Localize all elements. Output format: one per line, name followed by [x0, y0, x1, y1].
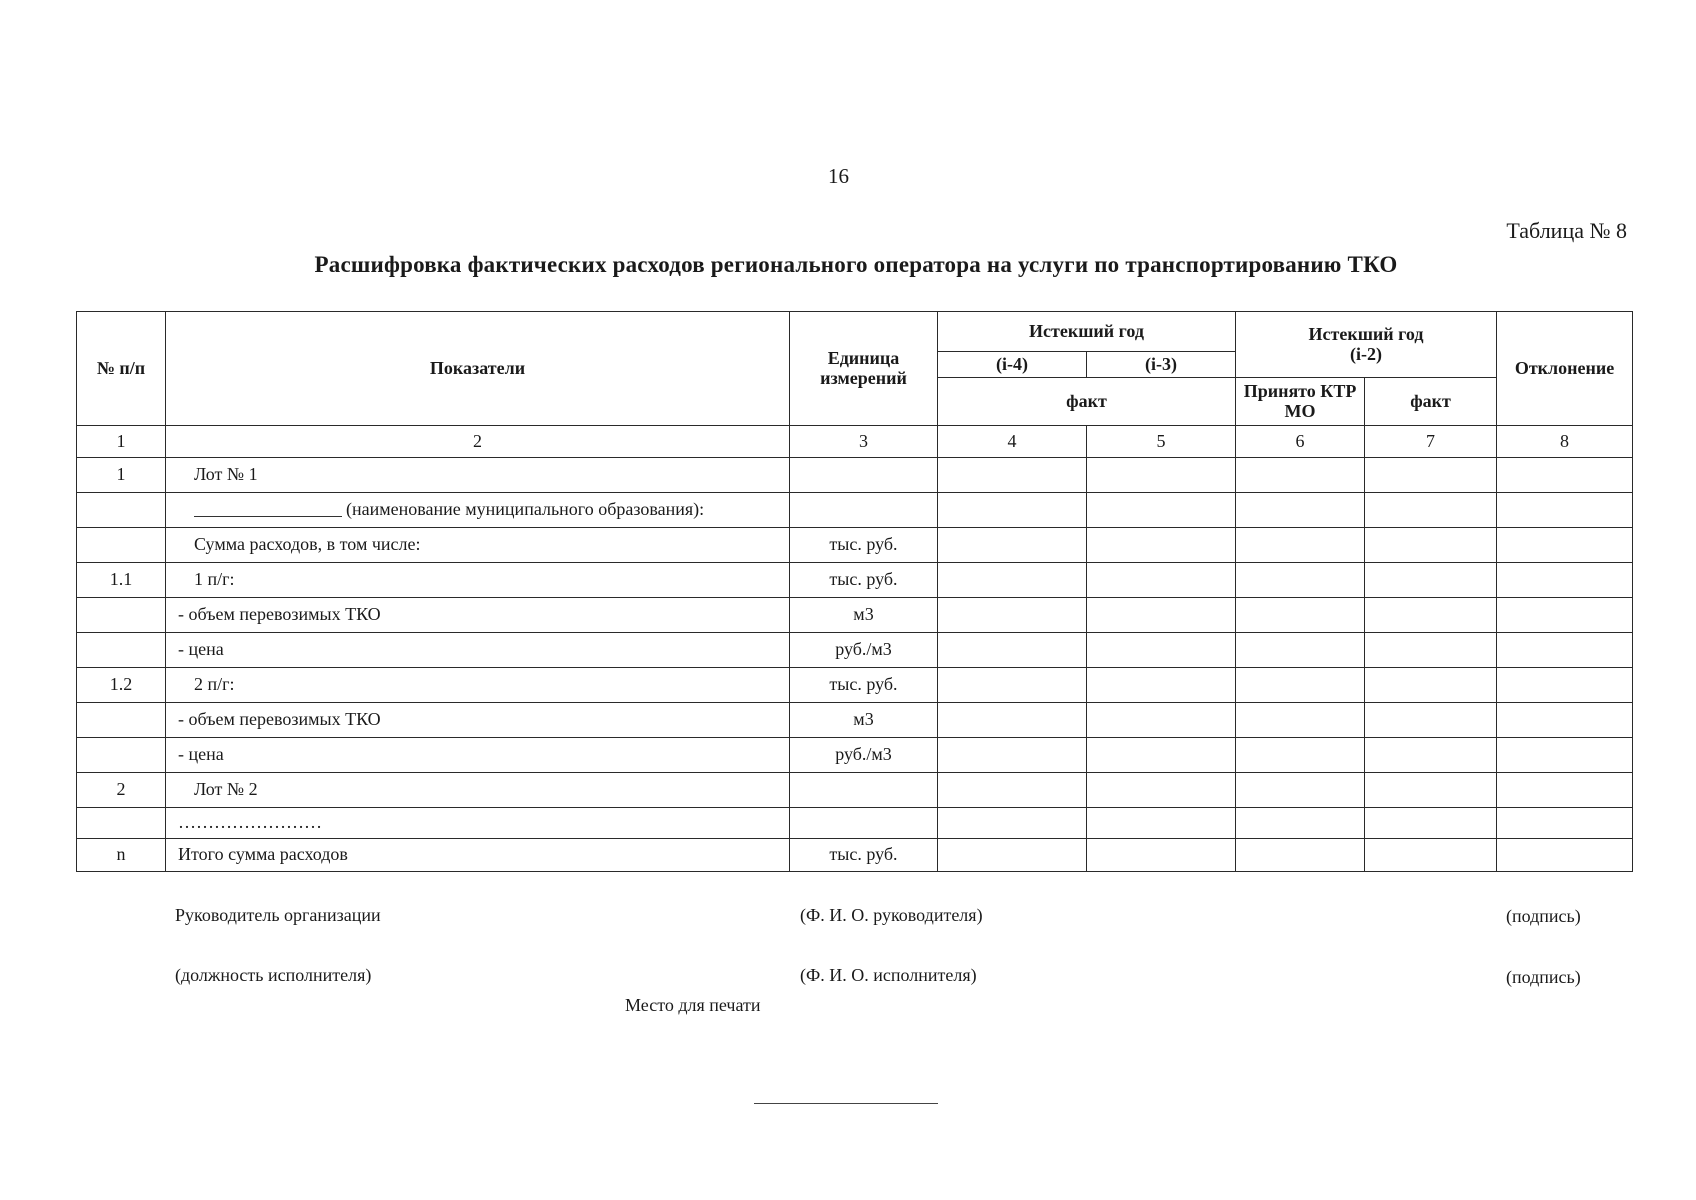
column-number: 1	[77, 426, 166, 458]
column-number: 8	[1497, 426, 1633, 458]
row-num: 1.2	[77, 668, 166, 703]
signature-label-1: (подпись)	[1506, 906, 1581, 926]
table-row	[77, 563, 1633, 598]
header-fact-2: факт	[1365, 378, 1497, 426]
header-past-year-1: Истекший год	[938, 312, 1236, 352]
header-row-1	[77, 312, 1633, 352]
row-unit: тыс. руб.	[790, 563, 938, 598]
row-unit: м3	[790, 703, 938, 738]
row-name: ……………………	[166, 808, 790, 839]
table-row	[77, 598, 1633, 633]
signature-label-2: (подпись)	[1506, 967, 1581, 987]
row-unit	[790, 458, 938, 493]
header-past-year-2-label: Истекший год	[1308, 323, 1424, 344]
table-label: Таблица № 8	[1506, 218, 1627, 243]
row-name: Итого сумма расходов	[166, 839, 790, 872]
row-num	[77, 808, 166, 839]
row-unit	[790, 773, 938, 808]
table-row-total	[77, 839, 1633, 872]
column-number: 2	[166, 426, 790, 458]
page-number: 16	[828, 164, 849, 188]
row-unit: м3	[790, 598, 938, 633]
row-num: 1.1	[77, 563, 166, 598]
table-row	[77, 703, 1633, 738]
header-deviation: Отклонение	[1497, 312, 1633, 426]
row-unit	[790, 493, 938, 528]
table-row	[77, 633, 1633, 668]
header-unit: Единица измерений	[790, 312, 938, 426]
row-unit: тыс. руб.	[790, 668, 938, 703]
row-num: 1	[77, 458, 166, 493]
row-num	[77, 528, 166, 563]
row-num: 2	[77, 773, 166, 808]
table-row	[77, 458, 1633, 493]
column-number: 5	[1087, 426, 1236, 458]
blank-fill-line	[194, 500, 342, 517]
row-num: n	[77, 839, 166, 872]
header-year-i4: (i-4)	[938, 352, 1087, 378]
executor-position-label: (должность исполнителя)	[175, 965, 372, 985]
header-num: № п/п	[77, 312, 166, 426]
row-unit: руб./м3	[790, 633, 938, 668]
row-name: Сумма расходов, в том числе:	[166, 528, 790, 563]
end-divider	[754, 1103, 938, 1104]
row-num	[77, 703, 166, 738]
table-row	[77, 528, 1633, 563]
row-num	[77, 598, 166, 633]
head-of-organization-label: Руководитель организации	[175, 905, 381, 925]
header-past-year-2	[1236, 312, 1497, 378]
row-name: 1 п/г:	[166, 563, 790, 598]
column-number: 4	[938, 426, 1087, 458]
row-name: (наименование муниципального образования):	[346, 499, 705, 520]
table-row	[77, 668, 1633, 703]
table-row	[77, 773, 1633, 808]
row-name: Лот № 1	[166, 458, 790, 493]
table-row	[77, 493, 1633, 528]
row-num	[77, 738, 166, 773]
row-unit: тыс. руб.	[790, 839, 938, 872]
row-unit	[790, 808, 938, 839]
column-number: 3	[790, 426, 938, 458]
row-name-cell	[166, 493, 790, 528]
table-row	[77, 808, 1633, 839]
stamp-place-label: Место для печати	[625, 995, 761, 1015]
column-number: 7	[1365, 426, 1497, 458]
header-fact-1: факт	[938, 378, 1236, 426]
row-name: Лот № 2	[166, 773, 790, 808]
header-year-i3: (i-3)	[1087, 352, 1236, 378]
row-num	[77, 493, 166, 528]
table-row	[77, 738, 1633, 773]
row-unit: тыс. руб.	[790, 528, 938, 563]
row-unit: руб./м3	[790, 738, 938, 773]
executor-fio-label: (Ф. И. О. исполнителя)	[800, 965, 977, 985]
row-name: - цена	[166, 633, 790, 668]
row-name: 2 п/г:	[166, 668, 790, 703]
header-accepted: Принято КТР МО	[1236, 378, 1365, 426]
document-title: Расшифровка фактических расходов регионального оператора на услуги по транспортированию ТКО	[314, 252, 1398, 277]
column-number: 6	[1236, 426, 1365, 458]
row-num	[77, 633, 166, 668]
header-year-i2: (i-2)	[1350, 343, 1383, 364]
row-name: - объем перевозимых ТКО	[166, 598, 790, 633]
header-indicators: Показатели	[166, 312, 790, 426]
row-name: - цена	[166, 738, 790, 773]
head-fio-label: (Ф. И. О. руководителя)	[800, 905, 983, 925]
column-numbers-row	[77, 426, 1633, 458]
expenses-table	[76, 311, 1633, 872]
row-name: - объем перевозимых ТКО	[166, 703, 790, 738]
